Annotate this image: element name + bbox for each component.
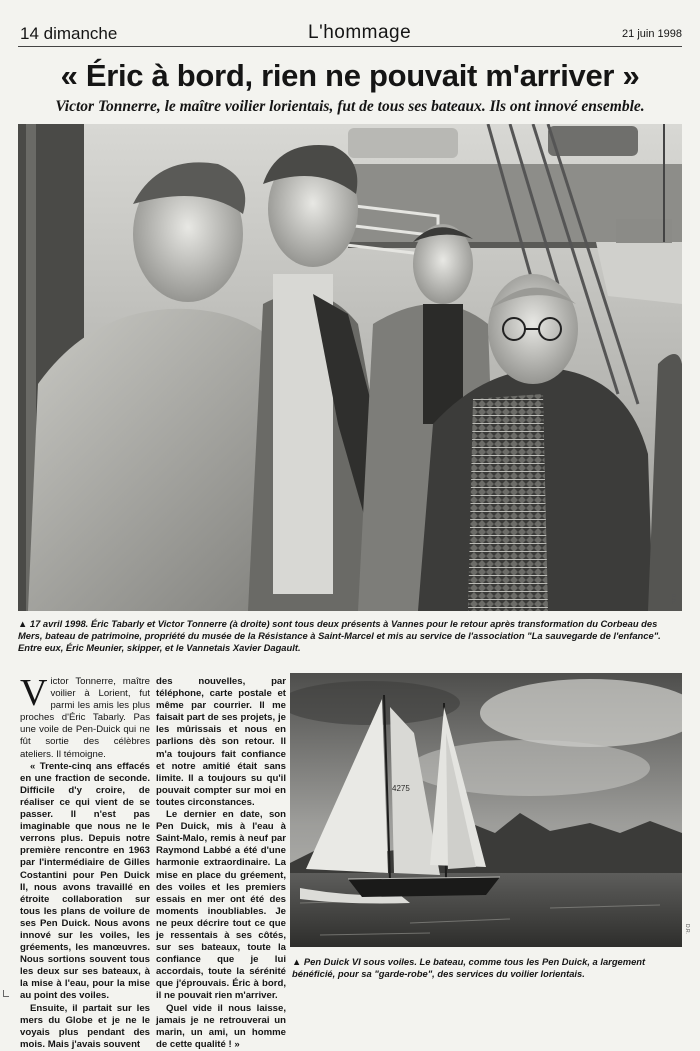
page-number: 14 dimanche xyxy=(20,24,118,43)
photo-harbour-portrait xyxy=(18,124,682,611)
photo2-credit: D.R. xyxy=(684,924,690,934)
photo2-caption-text: Le bateau, comme tous les Pen Duick, a largement bénéficié, pour sa "garde-robe", des services du voilier lorientais. xyxy=(292,956,646,979)
photo1-caption xyxy=(18,618,682,654)
photo1-caption-text: Éric Tabarly et Victor Tonnerre (à droite) sont tous deux présents à Vannes pour le retour après transformation du Corbeau des Mers, bateau de patrimoine, propriété du musée de la Résistance à Saint-Marcel et mis au service de l'association "La sauvegarde de l'enfance". Entre eux, Éric Meunier, skipper, et le Vannetais Xavier Dagault. xyxy=(18,618,661,653)
section-title: L'hommage xyxy=(308,22,412,43)
standfirst: Victor Tonnerre, le maître voilier lorientais, fut de tous ses bateaux. Ils ont innové ensemble. xyxy=(55,98,645,115)
issue-date: 21 juin 1998 xyxy=(622,28,682,40)
article-column-2 xyxy=(156,676,286,1051)
headline: « Éric à bord, rien ne pouvait m'arriver » xyxy=(60,58,640,93)
photo1-credit: D.R. xyxy=(670,594,676,604)
photo1-caption-date: ▲ 17 avril 1998. xyxy=(18,618,89,629)
drop-cap: V xyxy=(20,672,48,714)
quote-paragraph-2: Ensuite, il partait sur les mers du Globe et je ne le voyais plus pendant des mois. Mais j'avais souvent xyxy=(20,1002,150,1050)
quote-paragraph-1: « Trente-cinq ans effacés en une fraction de seconde. Difficile d'y croire, de réaliser ce qui vient de se passer. Il n'est pas imaginable que nous ne le verrons plus. Depuis notre première rencontre en 1963 par l'intermédiaire de Gilles Costantini pour Pen Duick II, nous avons travaillé en étroite collaboration sur tous les plans de voilure de ses Pen Duick. Nous avons innové sur les voiles, les gréements, les manœuvres. Nous sortions souvent tous les deux sur ses bateaux, à la mise à l'eau, pour la mise au point des voiles. xyxy=(20,760,150,1002)
quote-paragraph-4: Le dernier en date, son Pen Duick, mis à l'eau à Saint-Malo, remis à neuf par Raymond Labbé a été d'une harmonie extraordinaire. La mise en place du gréement, des voiles et les premiers essais en mer ont été des moments inoubliables. Je ne peux décrire tout ce que je ressentais à ses côtés, sur ses bateaux, toute la confiance que je lui accordais, toute la sérénité que j'éprouvais. Éric à bord, il ne pouvait rien m'arriver. xyxy=(156,809,286,1002)
photo2-caption xyxy=(292,956,684,980)
photo2-caption-lead: ▲ Pen Duick VI sous voiles. xyxy=(292,956,417,967)
intro-paragraph: ictor Tonnerre, maître voilier à Lorient, fut parmi les amis les plus proches d'Éric Tabarly. Pas une voile de Pen-Duick qui ne fût sortie des célèbres ateliers. Il témoigne. xyxy=(20,676,150,760)
sail-number: 4275 xyxy=(392,784,410,793)
crop-mark xyxy=(3,990,9,997)
photo-pen-duick-sailing xyxy=(290,673,682,947)
quote-paragraph-5: Quel vide il nous laisse, jamais je ne retrouverai un marin, un ami, un homme de cette qualité ! » xyxy=(156,1002,286,1050)
article-column-1 xyxy=(20,672,150,1051)
page-header xyxy=(18,22,682,47)
quote-paragraph-3: des nouvelles, par téléphone, carte postale et même par courrier. Il me faisait part de ses projets, je les mûrissais et nous en parlions dès son retour. Il m'a toujours fait confiance et notre amitié était sans limite. Il a toujours su qu'il pouvait compter sur moi en toutes circonstances. xyxy=(156,676,286,808)
